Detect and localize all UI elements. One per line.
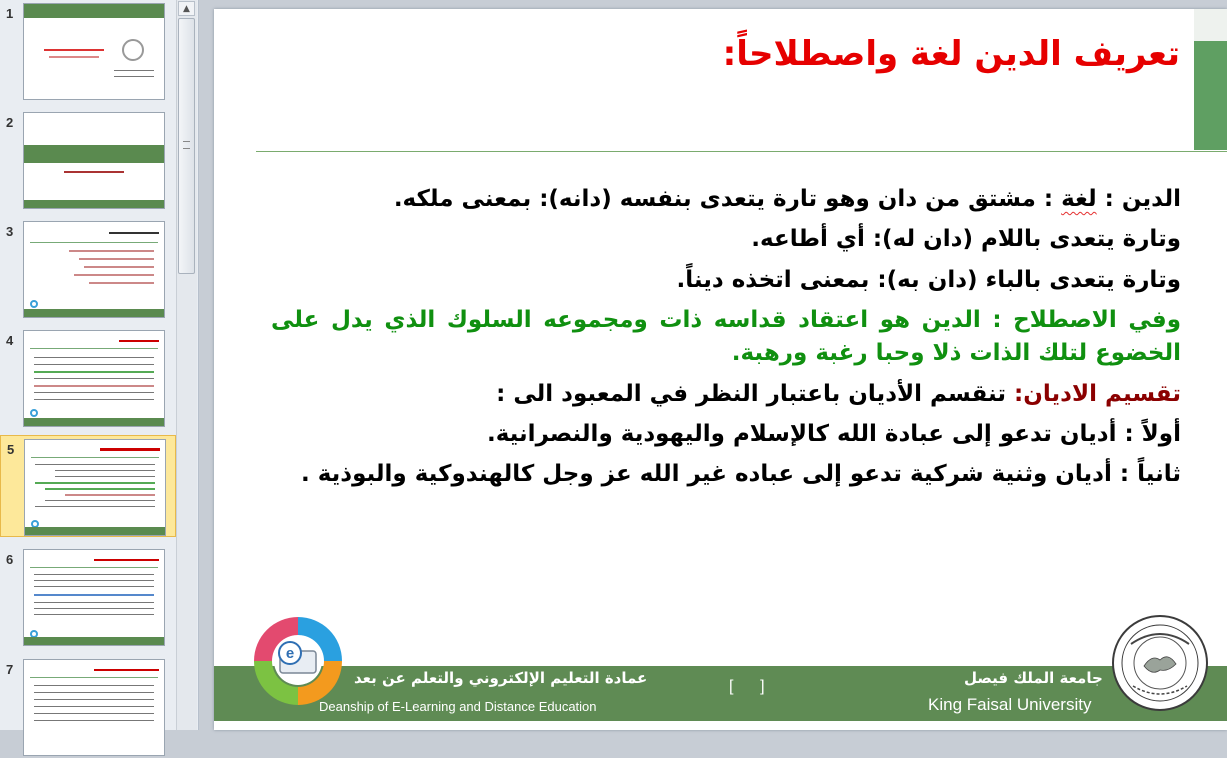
line-7: ثانياً : أديان وثنية شركية تدعو إلى عباده غير الله عز وجل كالهندوكية والبوذية .	[300, 461, 1181, 488]
university-name-arabic: جامعة الملك فيصل	[964, 669, 1103, 687]
deanship-name-english: Deanship of E-Learning and Distance Education	[319, 699, 597, 714]
deanship-name-arabic: عمادة التعليم الإلكتروني والتعلم عن بعد	[354, 669, 648, 687]
university-seal-icon	[1111, 614, 1209, 712]
university-name-english: King Faisal University	[928, 695, 1092, 714]
line-2: وتارة يتعدى باللام (دان له): أي أطاعه.	[751, 226, 1181, 253]
thumbnail-slide-3[interactable]	[0, 218, 176, 320]
definition-line: وفي الاصطلاح : الدين هو اعتقاد قداسه ذات ومجموعه السلوك الذي يدل على الخضوع لتلك الذات ذلا وحبا رغبة ورهبة.	[271, 307, 1181, 367]
title-divider	[256, 151, 1227, 152]
thumbnail-preview	[23, 549, 165, 646]
title-decoration-bar	[1194, 9, 1227, 150]
scrollbar-thumb[interactable]	[178, 18, 195, 274]
thumbnail-preview	[23, 3, 165, 100]
slide-footer-bar	[214, 666, 1227, 721]
thumbnail-preview	[23, 330, 165, 427]
thumbnail-preview	[24, 439, 166, 536]
thumbnail-number: 3	[6, 224, 14, 239]
thumbnail-slide-4[interactable]	[0, 327, 176, 429]
line-1-label: الدين :	[1096, 186, 1181, 212]
thumbnail-slide-5[interactable]	[0, 435, 176, 537]
line-6: أولاً : أديان تدعو إلى عبادة الله كالإسلام واليهودية والنصرانية.	[486, 421, 1181, 448]
elearning-e-logo-icon	[248, 611, 348, 707]
classification-heading: تقسيم الاديان:	[1006, 380, 1181, 407]
slide-number-placeholder[interactable]: [ ]	[729, 678, 765, 695]
thumbnail-number: 1	[6, 6, 14, 21]
thumbnail-preview	[23, 112, 165, 209]
thumbnail-number: 6	[6, 552, 14, 567]
line-1	[271, 183, 1181, 216]
line-1-spellcheck-word: لغة	[1061, 186, 1097, 212]
svg-text:e: e	[285, 645, 295, 662]
line-1-rest: : مشتق من دان وهو تارة يتعدى بنفسه (دانه): بمعنى ملكه.	[393, 186, 1062, 212]
slide-body-textbox[interactable]	[271, 183, 1181, 499]
thumbnail-preview	[23, 221, 165, 318]
line-5-rest: تنقسم الأديان باعتبار النظر في المعبود الى :	[496, 380, 1007, 407]
thumbnail-slide-1[interactable]	[0, 0, 176, 102]
slide-thumbnail-pane[interactable]	[0, 0, 199, 730]
thumbnail-slide-2[interactable]	[0, 109, 176, 211]
thumbnail-number: 4	[6, 333, 14, 348]
slide-canvas[interactable]	[214, 9, 1227, 730]
scroll-up-arrow-icon[interactable]: ▲	[178, 1, 195, 16]
thumbnail-scrollbar[interactable]	[176, 0, 197, 730]
slide-editor-area	[199, 0, 1227, 730]
thumbnail-slide-7[interactable]	[0, 656, 176, 758]
slide-title[interactable]: تعريف الدين لغة واصطلاحاً:	[722, 34, 1180, 74]
line-3: وتارة يتعدى بالباء (دان به): بمعنى اتخذه ديناً.	[676, 266, 1181, 293]
thumbnail-preview	[23, 659, 165, 756]
thumbnail-number: 7	[6, 662, 14, 677]
line-5	[271, 378, 1181, 411]
thumbnail-slide-6[interactable]	[0, 546, 176, 648]
thumbnail-number: 5	[7, 442, 15, 457]
thumbnail-number: 2	[6, 115, 14, 130]
